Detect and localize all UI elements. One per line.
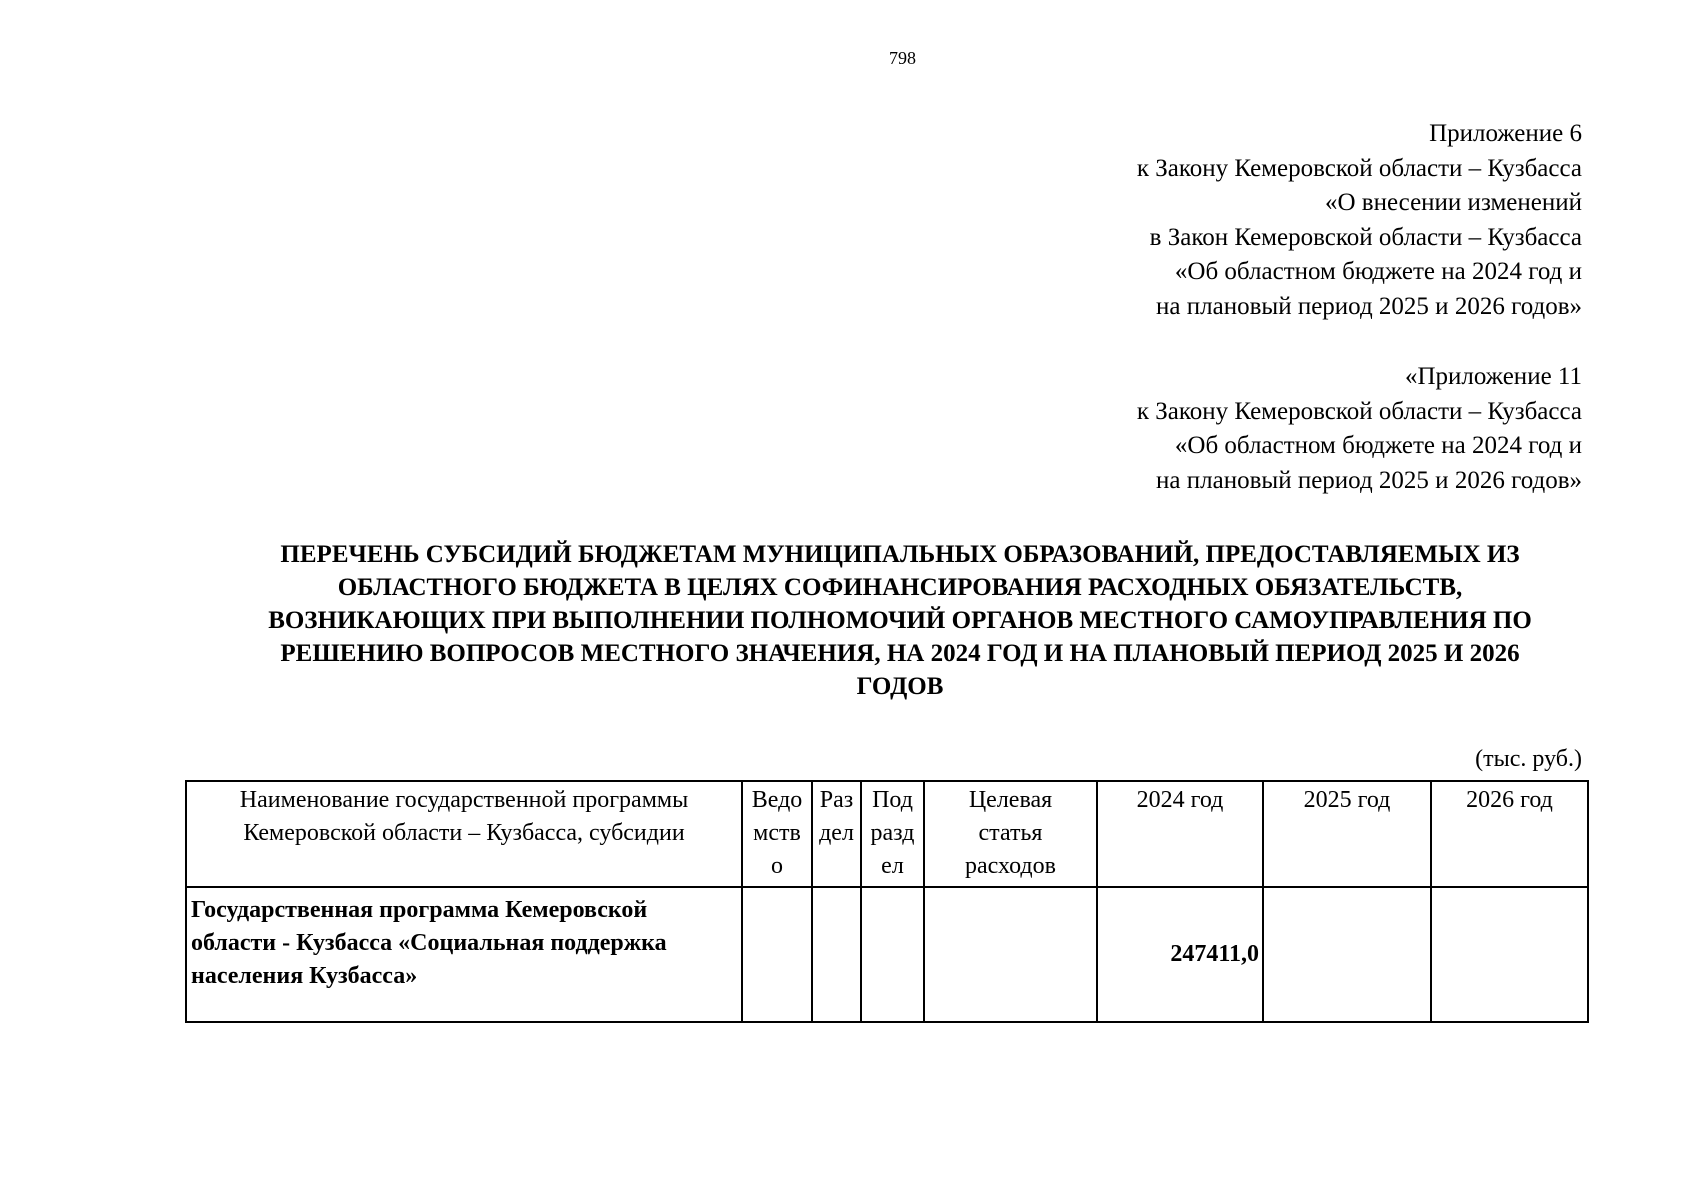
annex-6-line: в Закон Кемеровской области – Кузбасса xyxy=(1149,223,1582,251)
annex-6-line: на плановый период 2025 и 2026 годов» xyxy=(1156,292,1582,320)
header-target-line: расходов xyxy=(965,853,1056,879)
annex-6-line: к Закону Кемеровской области – Кузбасса xyxy=(1136,154,1582,182)
target-article-cell xyxy=(924,887,1097,1022)
header-target-line: Целевая xyxy=(968,787,1053,813)
program-name-line: населения Кузбасса» xyxy=(191,963,418,989)
title-line: РЕШЕНИЮ ВОПРОСОВ МЕСТНОГО ЗНАЧЕНИЯ, НА 2024 ГОД И НА ПЛАНОВЫЙ ПЕРИОД 2025 И 2026 xyxy=(280,640,1520,667)
title-line: ОБЛАСТНОГО БЮДЖЕТА В ЦЕЛЯХ СОФИНАНСИРОВАНИЯ РАСХОДНЫХ ОБЯЗАТЕЛЬСТВ, xyxy=(337,574,1463,601)
header-name-line: Наименование государственной программы xyxy=(239,787,689,813)
annex-6-line: Приложение 6 xyxy=(1429,120,1582,147)
amount-2026-cell xyxy=(1431,887,1588,1022)
header-vedomstvo-line: Ведо xyxy=(751,787,803,813)
vedomstvo-cell xyxy=(742,887,812,1022)
header-year-2026: 2026 год xyxy=(1431,781,1588,887)
table-row xyxy=(186,887,1588,1022)
header-target-line: статья xyxy=(978,820,1043,846)
header-razdel xyxy=(812,781,861,887)
program-name-line: Государственная программа Кемеровской xyxy=(191,897,648,923)
podrazdel-cell xyxy=(861,887,924,1022)
header-podrazdel xyxy=(861,781,924,887)
annex-6-header xyxy=(1137,117,1582,324)
title-line: ПЕРЕЧЕНЬ СУБСИДИЙ БЮДЖЕТАМ МУНИЦИПАЛЬНЫХ ОБРАЗОВАНИЙ, ПРЕДОСТАВЛЯЕМЫХ ИЗ xyxy=(280,541,1520,568)
header-name-line: Кемеровской области – Кузбасса, субсидии xyxy=(243,820,685,846)
annex-6-line: «Об областном бюджете на 2024 год и xyxy=(1174,258,1582,285)
header-podrazdel-line: разд xyxy=(870,820,915,846)
amount-2024-cell: 247411,0 xyxy=(1097,887,1263,1022)
header-podrazdel-line: Под xyxy=(872,787,913,813)
header-podrazdel-line: ел xyxy=(881,853,904,879)
page-number: 798 xyxy=(889,48,916,68)
header-vedomstvo xyxy=(742,781,812,887)
subsidies-table xyxy=(185,780,1589,1023)
annex-11-line: на плановый период 2025 и 2026 годов» xyxy=(1156,466,1582,494)
title-line: ВОЗНИКАЮЩИХ ПРИ ВЫПОЛНЕНИИ ПОЛНОМОЧИЙ ОРГАНОВ МЕСТНОГО САМОУПРАВЛЕНИЯ ПО xyxy=(268,607,1532,634)
table-header-row xyxy=(186,781,1588,887)
annex-11-line: «Об областном бюджете на 2024 год и xyxy=(1174,432,1582,459)
program-name-line: области - Кузбасса «Социальная поддержка xyxy=(191,930,667,956)
units-label: (тыс. руб.) xyxy=(1475,746,1582,772)
header-target-article xyxy=(924,781,1097,887)
annex-11-line: «Приложение 11 xyxy=(1404,363,1582,390)
annex-6-line: «О внесении изменений xyxy=(1324,189,1582,216)
header-year-2024: 2024 год xyxy=(1097,781,1263,887)
header-razdel-line: Раз xyxy=(819,787,854,813)
header-vedomstvo-line: мств xyxy=(753,820,801,846)
header-vedomstvo-line: о xyxy=(771,853,783,879)
header-razdel-line: дел xyxy=(819,820,854,846)
razdel-cell xyxy=(812,887,861,1022)
annex-11-line: к Закону Кемеровской области – Кузбасса xyxy=(1136,397,1582,425)
title-line: ГОДОВ xyxy=(856,673,944,700)
annex-11-header xyxy=(1137,360,1582,498)
header-year-2025: 2025 год xyxy=(1263,781,1431,887)
amount-2025-cell xyxy=(1263,887,1431,1022)
document-title xyxy=(200,538,1600,703)
header-name xyxy=(186,781,742,887)
program-name-cell xyxy=(186,887,742,1022)
